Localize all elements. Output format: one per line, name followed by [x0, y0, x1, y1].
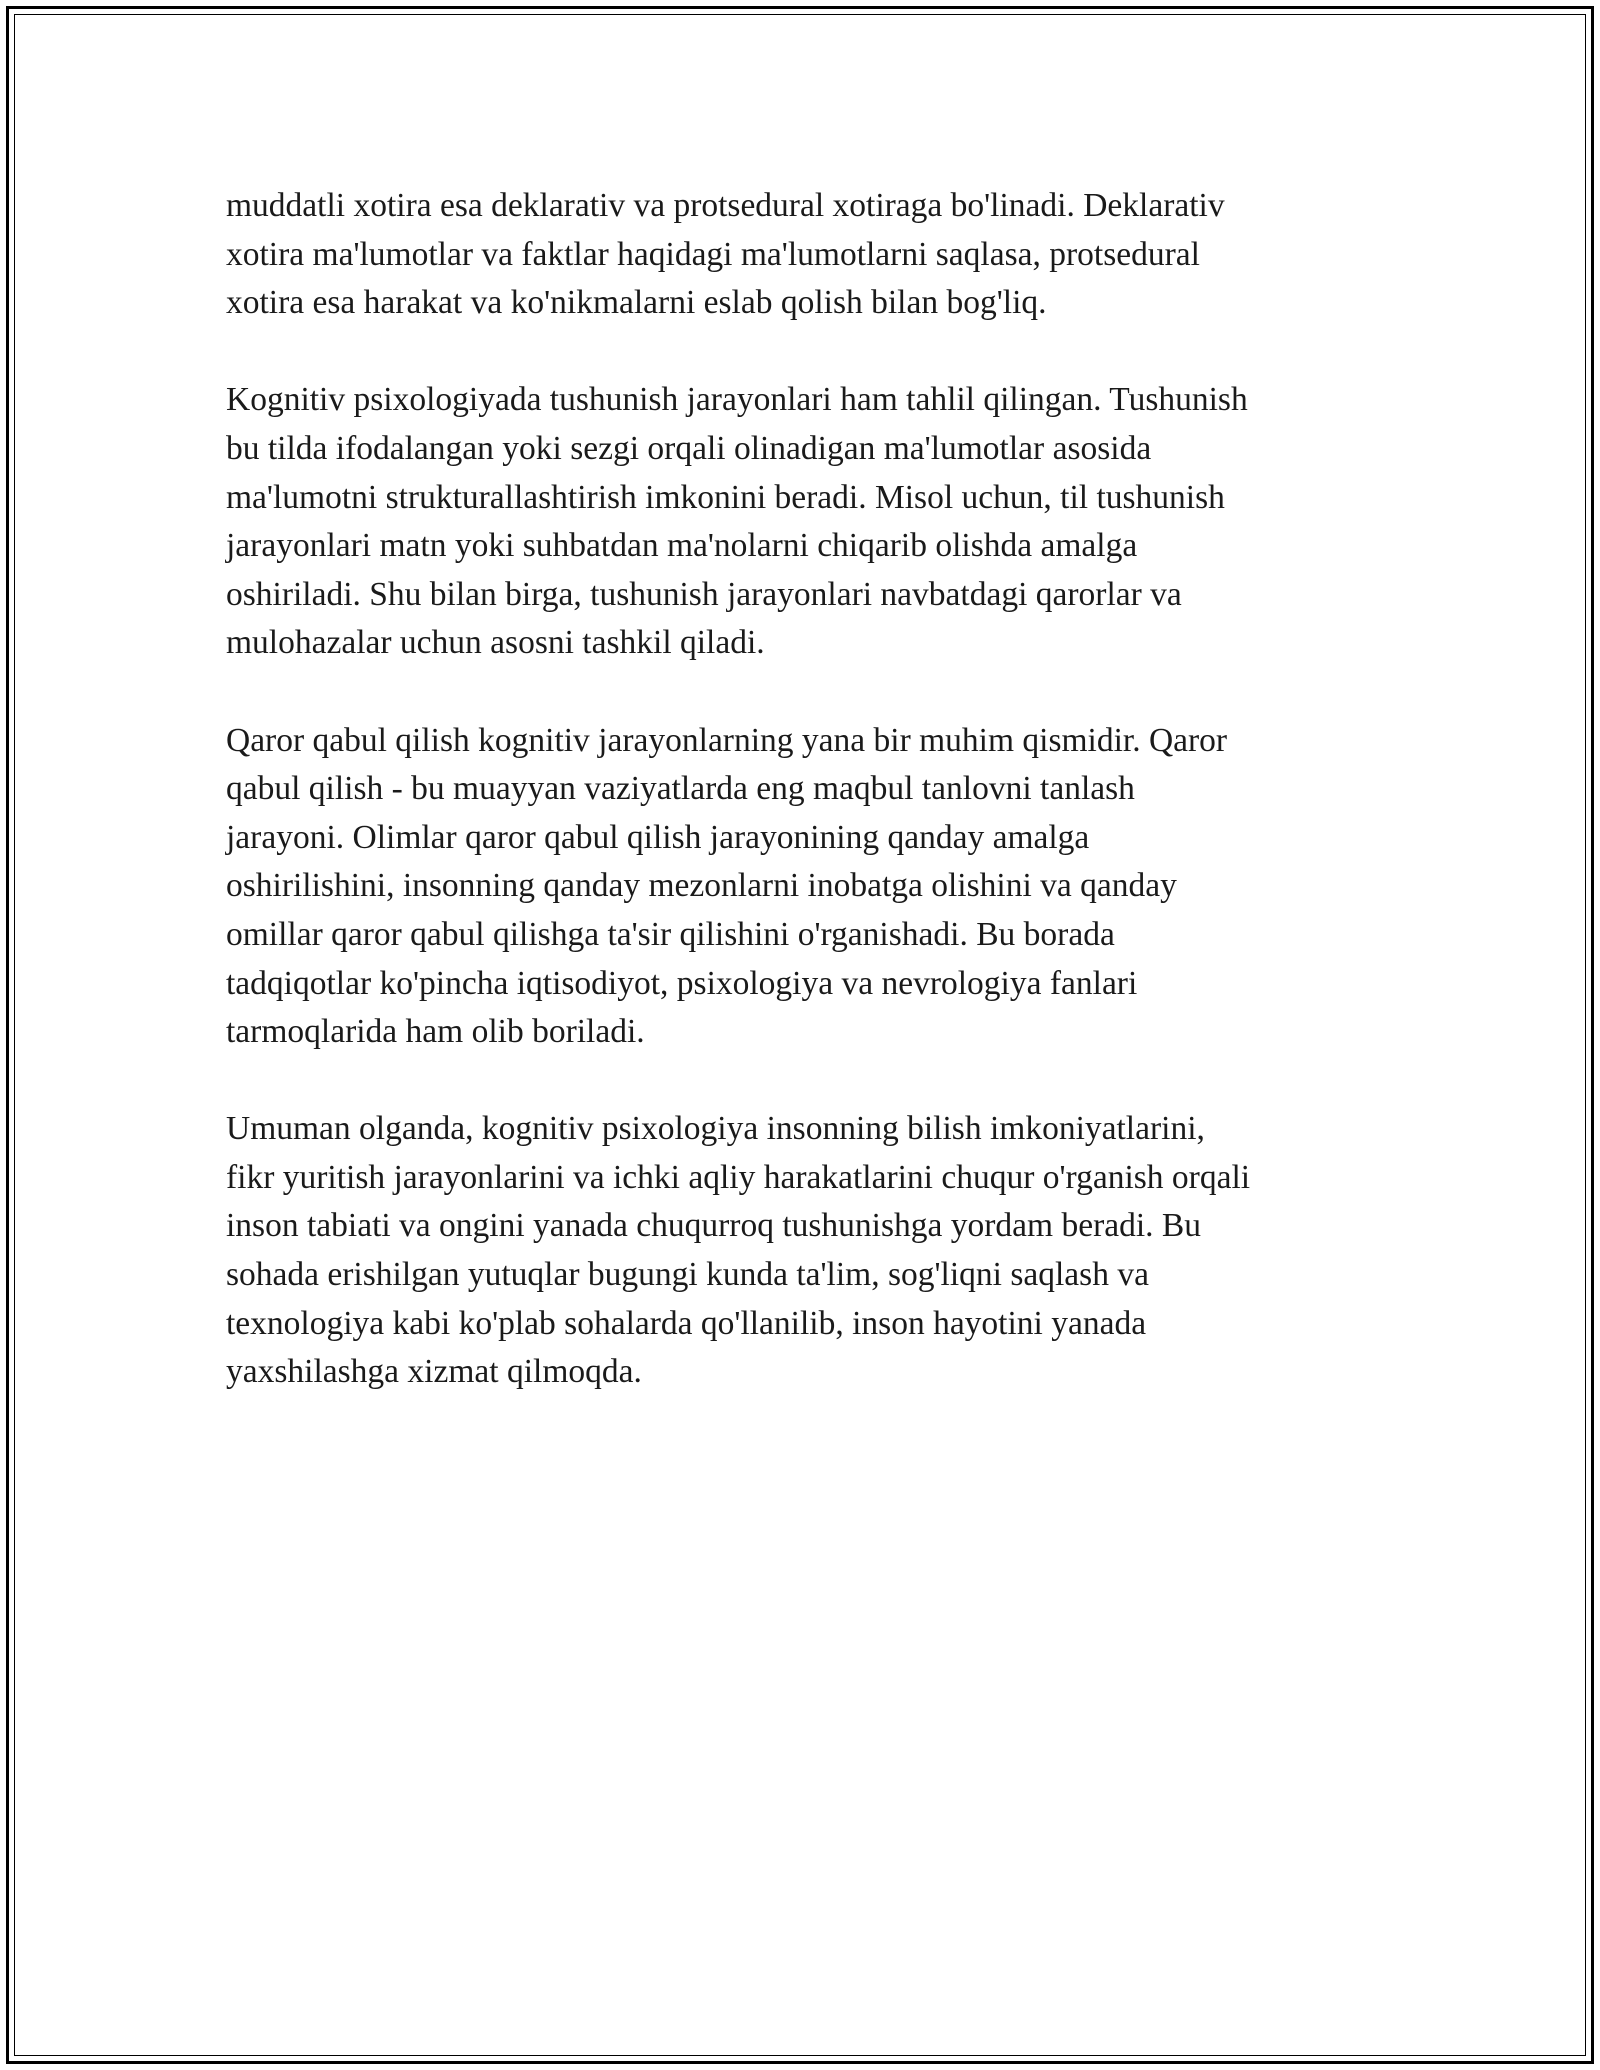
text-line: tarmoqlarida ham olib boriladi.	[226, 1013, 645, 1051]
text-line: Kognitiv psixologiyada tushunish jarayonlari ham tahlil qilingan. Tushunish	[226, 381, 1248, 419]
text-line: jarayonlari matn yoki suhbatdan ma'nolarni chiqarib olishda amalga	[226, 527, 1138, 565]
text-line: Qaror qabul qilish kognitiv jarayonlarning yana bir muhim qismidir. Qaror	[226, 721, 1228, 759]
text-line: bu tilda ifodalangan yoki sezgi orqali olinadigan ma'lumotlar asosida	[226, 429, 1152, 467]
text-line: sohada erishilgan yutuqlar bugungi kunda ta'lim, sog'liqni saqlash va	[226, 1256, 1149, 1294]
text-line: texnologiya kabi ko'plab sohalarda qo'llanilib, inson hayotini yanada	[226, 1304, 1147, 1342]
text-line: mulohazalar uchun asosni tashkil qiladi.	[226, 624, 765, 662]
paragraph-comprehension	[226, 376, 1376, 668]
paragraph-declarative-memory	[226, 182, 1376, 328]
paragraph-conclusion	[226, 1105, 1376, 1397]
text-line: ma'lumotni strukturallashtirish imkonini beradi. Misol uchun, til tushunish	[226, 478, 1225, 516]
text-line: qabul qilish - bu muayyan vaziyatlarda eng maqbul tanlovni tanlash	[226, 770, 1135, 808]
text-line: Umuman olganda, kognitiv psixologiya insonning bilish imkoniyatlarini,	[226, 1110, 1205, 1148]
text-line: inson tabiati va ongini yanada chuqurroq tushunishga yordam beradi. Bu	[226, 1207, 1202, 1245]
text-line: muddatli xotira esa deklarativ va protsedural xotiraga bo'linadi. Deklarativ	[226, 187, 1225, 224]
text-line: fikr yuritish jarayonlarini va ichki aqliy harakatlarini chuqur o'rganish orqali	[226, 1158, 1251, 1196]
text-line: tadqiqotlar ko'pincha iqtisodiyot, psixologiya va nevrologiya fanlari	[226, 964, 1138, 1002]
text-line: oshiriladi. Shu bilan birga, tushunish jarayonlari navbatdagi qarorlar va	[226, 575, 1182, 613]
text-line: omillar qaror qabul qilishga ta'sir qilishini o'rganishadi. Bu borada	[226, 915, 1115, 953]
paragraph-decision-making	[226, 717, 1376, 1057]
document-body	[226, 182, 1376, 1445]
text-line: jarayoni. Olimlar qaror qabul qilish jarayonining qanday amalga	[226, 818, 1090, 856]
text-line: xotira esa harakat va ko'nikmalarni eslab qolish bilan bog'liq.	[226, 284, 1047, 322]
text-line: yaxshilashga xizmat qilmoqda.	[226, 1353, 642, 1391]
text-line: oshirilishini, insonning qanday mezonlarni inobatga olishini va qanday	[226, 867, 1177, 905]
text-line: xotira ma'lumotlar va faktlar haqidagi ma'lumotlarni saqlasa, protsedural	[226, 235, 1200, 273]
